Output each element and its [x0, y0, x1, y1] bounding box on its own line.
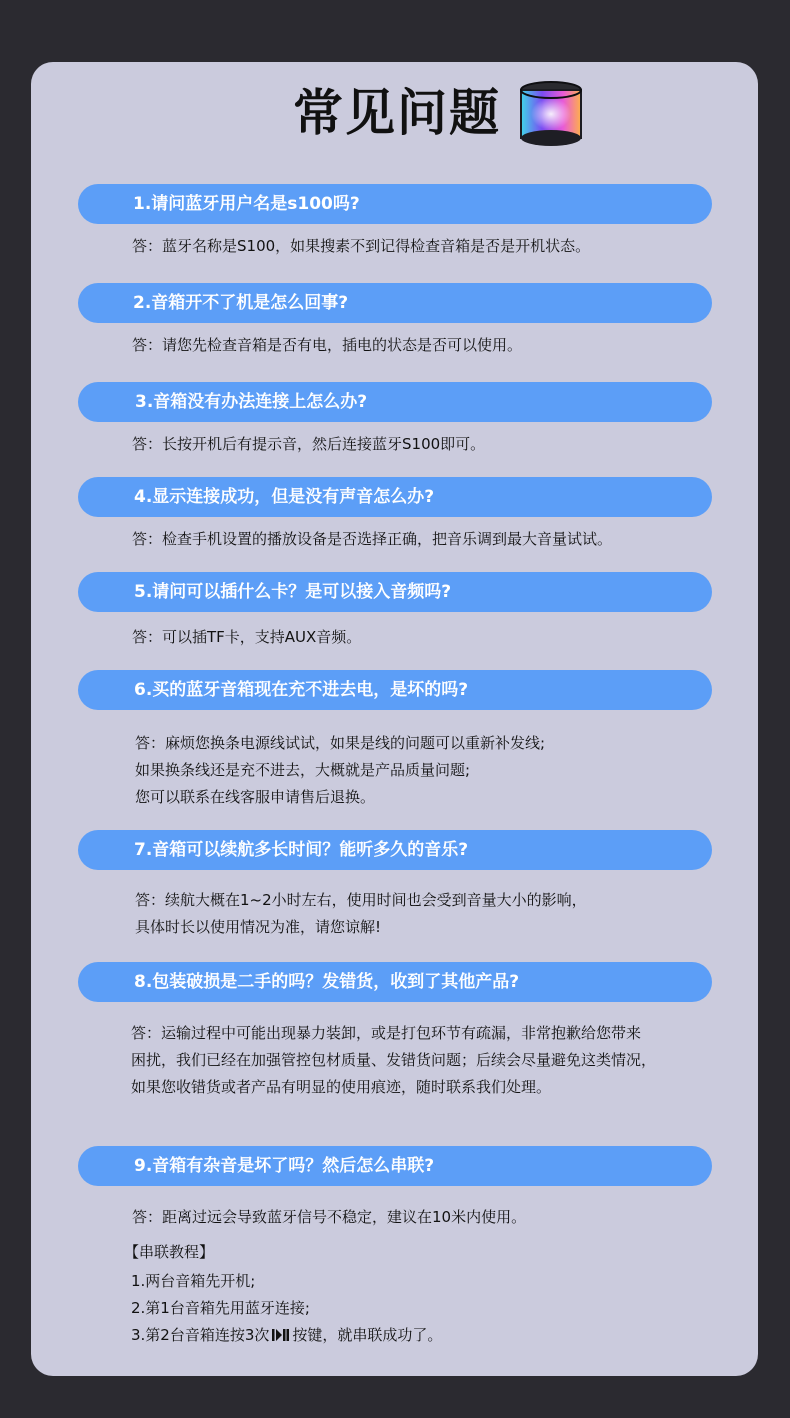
answer-line: 答：检查手机设置的播放设备是否选择正确，把音乐调到最大音量试试。	[132, 530, 613, 548]
faq-answer	[132, 526, 612, 553]
tutorial-step: 2.第1台音箱先用蓝牙连接;	[131, 1299, 310, 1317]
faq-answer	[132, 431, 485, 458]
faq-answer	[131, 1020, 656, 1101]
faq-answer	[132, 332, 522, 359]
faq-answer	[135, 887, 587, 941]
tutorial	[124, 1239, 214, 1266]
tutorial-step-text: 3.第2台音箱连按3次	[131, 1326, 270, 1344]
faq-question: 7.音箱可以续航多长时间？能听多久的音乐?	[78, 830, 712, 870]
faq-answer	[135, 730, 545, 811]
answer-line: 答：请您先检查音箱是否有电，插电的状态是否可以使用。	[132, 336, 523, 354]
answer-line: 具体时长以使用情况为准，请您谅解!	[135, 918, 382, 936]
page-title: 常见问题	[293, 84, 501, 142]
faq-question: 2.音箱开不了机是怎么回事?	[78, 283, 712, 323]
answer-line: 答：麻烦您换条电源线试试，如果是线的问题可以重新补发线;	[135, 734, 546, 752]
answer-line: 答：续航大概在1~2小时左右，使用时间也会受到音量大小的影响，	[135, 891, 587, 909]
answer-line: 答：运输过程中可能出现暴力装卸，或是打包环节有疏漏，非常抱歉给您带来	[131, 1024, 642, 1042]
speaker-icon	[515, 80, 587, 148]
faq-question: 3.音箱没有办法连接上怎么办?	[78, 382, 712, 422]
answer-line: 如果您收错货或者产品有明显的使用痕迹，随时联系我们处理。	[131, 1078, 552, 1096]
answer-line: 答：蓝牙名称是S100，如果搜素不到记得检查音箱是否是开机状态。	[132, 237, 591, 255]
header	[0, 78, 790, 148]
answer-line: 如果换条线还是充不进去，大概就是产品质量问题;	[135, 761, 471, 779]
faq-question: 5.请问可以插什么卡？是可以接入音频吗?	[78, 572, 712, 612]
answer-line: 答：距离过远会导致蓝牙信号不稳定，建议在10米内使用。	[132, 1208, 527, 1226]
faq-answer	[132, 233, 590, 260]
faq-question: 6.买的蓝牙音箱现在充不进去电，是坏的吗?	[78, 670, 712, 710]
play-pause-icon	[272, 1328, 289, 1342]
faq-question: 8.包装破损是二手的吗？发错货，收到了其他产品?	[78, 962, 712, 1002]
tutorial-heading: 【串联教程】	[124, 1243, 215, 1261]
faq-question: 4.显示连接成功，但是没有声音怎么办?	[78, 477, 712, 517]
tutorial-steps	[131, 1268, 442, 1349]
answer-line: 答：长按开机后有提示音，然后连接蓝牙S100即可。	[132, 435, 486, 453]
faq-question: 9.音箱有杂音是坏了吗？然后怎么串联?	[78, 1146, 712, 1186]
faq-answer	[132, 624, 361, 651]
answer-line: 您可以联系在线客服申请售后退换。	[135, 788, 376, 806]
answer-line: 困扰，我们已经在加强管控包材质量、发错货问题；后续会尽量避免这类情况，	[131, 1051, 657, 1069]
tutorial-step	[131, 1322, 442, 1349]
faq-answer	[132, 1204, 526, 1231]
tutorial-step: 1.两台音箱先开机;	[131, 1272, 256, 1290]
faq-question: 1.请问蓝牙用户名是s100吗?	[78, 184, 712, 224]
answer-line: 答：可以插TF卡，支持AUX音频。	[132, 628, 362, 646]
tutorial-step-text: 按键，就串联成功了。	[292, 1326, 443, 1344]
